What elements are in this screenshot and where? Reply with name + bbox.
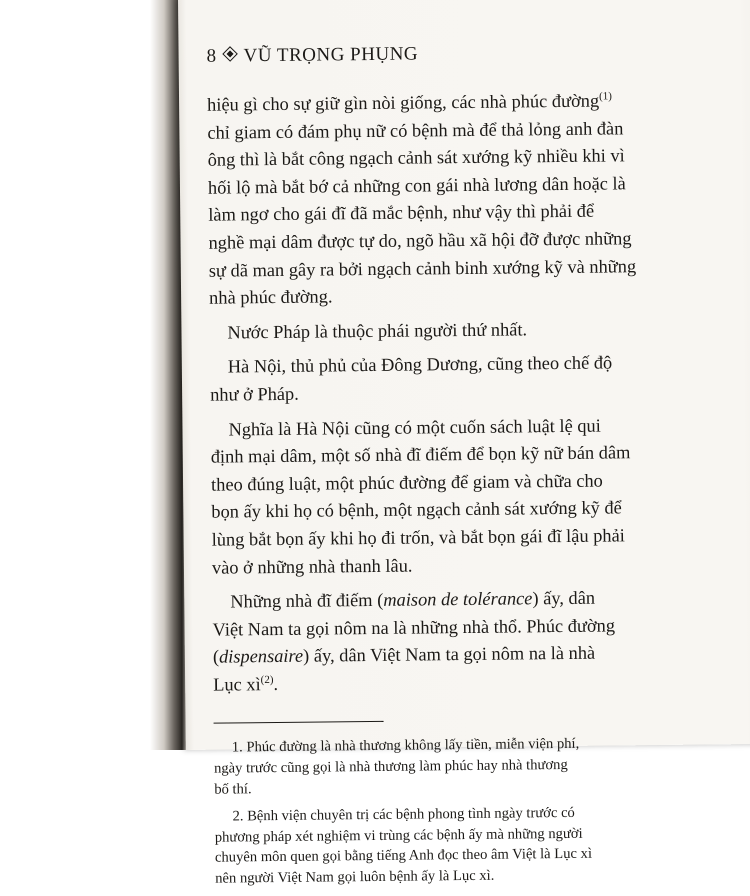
footnote-1 [214, 732, 750, 800]
italic-term: dispensaire [218, 646, 304, 667]
italic-term: maison de tolérance [383, 588, 533, 610]
text-line [209, 314, 750, 347]
line-text: nhà phúc đường. [209, 286, 333, 308]
line-text: làm ngơ cho gái đĩ đã mắc bệnh, như vậy thì phải để [208, 201, 595, 226]
line-text: nên người Việt Nam gọi luôn bệnh ấy là Lục xì. [215, 867, 495, 887]
line-punctuation: . [273, 673, 279, 694]
book-page [178, 0, 750, 887]
paragraph-2 [209, 314, 750, 347]
line-text: phương pháp xét nghiệm vi trùng các bệnh ấy mà những người [214, 825, 583, 846]
line-text: hiệu gì cho sự giữ gìn nòi giống, các nhà phúc đường [206, 90, 600, 115]
line-text: bọn ấy khi họ có bệnh, một ngạch cảnh sát xướng kỹ để [211, 497, 622, 522]
line-text: nghề mại dâm được tự do, ngõ hầu xã hội đỡ được những [208, 228, 632, 253]
line-text: chỉ giam có đám phụ nữ có bệnh mà để thả lỏng anh đàn [207, 117, 624, 143]
line-text: sự dã man gây ra bởi ngạch cảnh binh xướng kỹ và những [208, 255, 637, 281]
diamond-ornament-icon [222, 46, 238, 62]
line-text: Nước Pháp là thuộc phái người thứ nhất. [227, 319, 528, 343]
footnote-2 [214, 801, 750, 890]
author-name: VŨ TRỌNG PHỤNG [243, 43, 419, 67]
text-line [212, 548, 750, 581]
line-text: Nghĩa là Hà Nội cũng có một cuốn sách luật lệ qui [228, 415, 601, 440]
line-text: Hà Nội, thủ phủ của Đông Dương, cũng theo chế độ [227, 352, 613, 377]
line-text: lùng bắt bọn ấy khi họ đi trốn, và bắt bọn gái đĩ lậu phải [211, 525, 625, 550]
page-content [206, 40, 750, 896]
line-text: chuyên môn quen gọi bằng tiếng Anh đọc theo âm Việt là Lục xì [214, 846, 593, 867]
text-line [210, 376, 750, 409]
paragraph-4 [210, 410, 750, 581]
line-text: (dispensaire) ấy, dân Việt Nam ta gọi nôm na là nhà [212, 642, 596, 667]
line-text: 2. Bệnh viện chuyên trị các bệnh phong tình ngày trước có [232, 804, 575, 825]
line-text: Lục xì [213, 674, 261, 695]
line-text: hối lộ mà bắt bớ cả những con gái nhà lương dân hoặc là [207, 173, 626, 198]
line-text: như ở Pháp. [210, 383, 299, 405]
running-head [206, 40, 750, 68]
footnote-divider [214, 721, 384, 724]
line-text: ngày trước cũng gọi là nhà thương làm phúc hay nhà thương [213, 757, 568, 777]
line-text: theo đúng luật, một phúc đường để giam và chữa cho [210, 470, 603, 495]
page-number: 8 [206, 45, 217, 67]
paragraph-3 [210, 348, 750, 409]
footnotes [214, 732, 750, 889]
body-text [207, 86, 750, 699]
line-text: Việt Nam ta gọi nôm na là những nhà thổ. Phúc đường [212, 615, 616, 640]
line-text: Những nhà đĩ điếm (maison de tolérance) ấy, dân [230, 587, 596, 612]
footnote-marker: (2) [260, 673, 274, 686]
line-text: bố thí. [214, 781, 252, 798]
footnote-marker: (1) [599, 90, 612, 103]
line-text: 1. Phúc đường là nhà thương không lấy tiền, miễn viện phí, [231, 736, 580, 756]
line-text: định mại dâm, một số nhà đĩ điếm để bọn kỹ nữ bán dâm [210, 442, 631, 467]
line-text: ông thì là bắt công ngạch cảnh sát xướng kỹ nhiều khi vì [207, 145, 625, 170]
paragraph-5 [212, 583, 750, 699]
paragraph-1 [207, 86, 750, 313]
text-line [209, 279, 750, 312]
line-text: vào ở những nhà thanh lâu. [211, 555, 413, 578]
